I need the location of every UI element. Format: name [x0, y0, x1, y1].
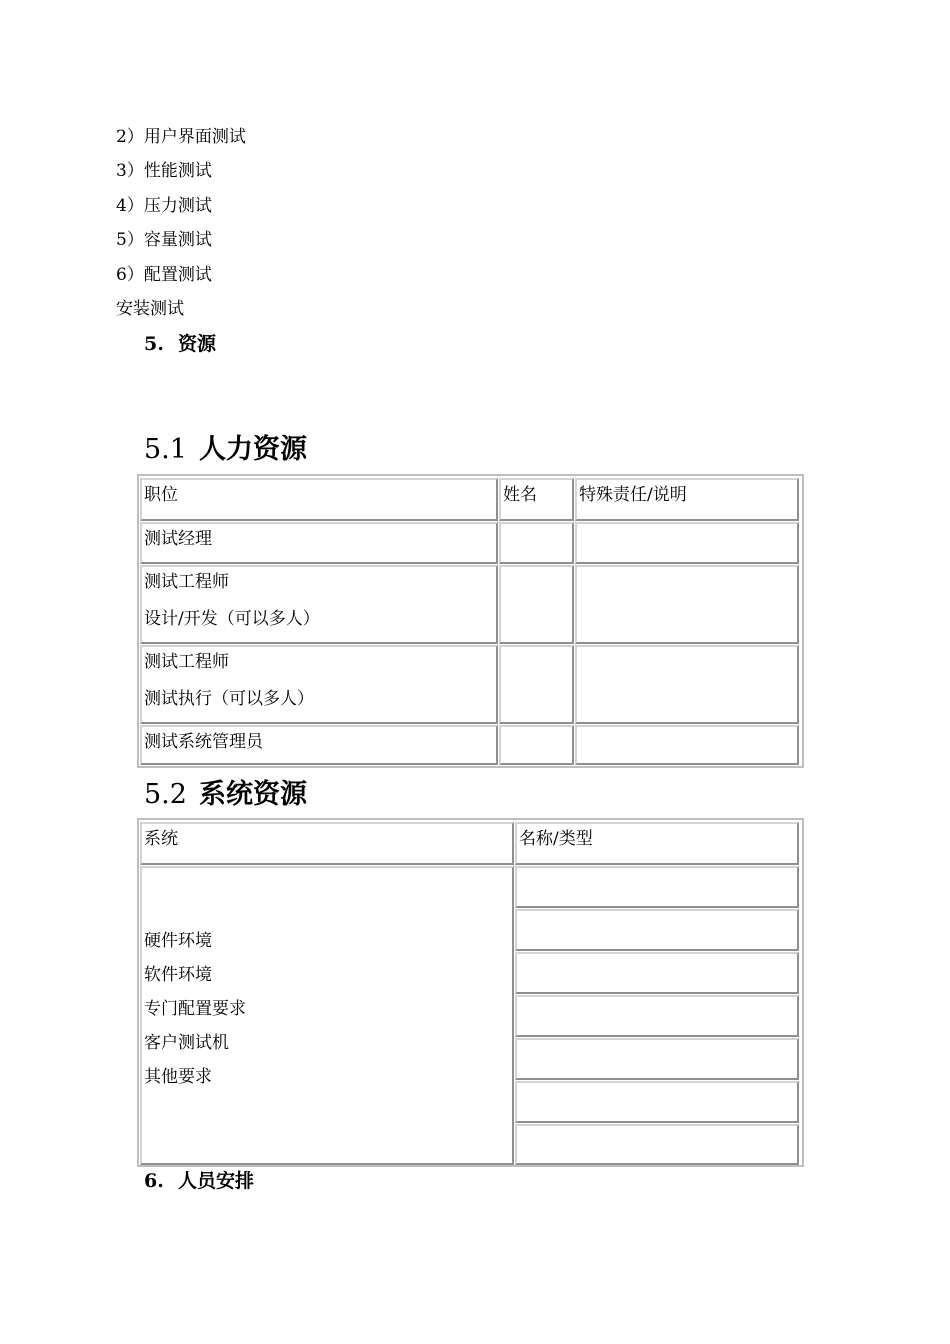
header-name-type: 名称/类型	[515, 822, 799, 865]
name-type-cell	[515, 909, 799, 951]
system-list-cell	[140, 866, 514, 1165]
name-type-cell	[515, 952, 799, 994]
header-position: 职位	[140, 478, 498, 521]
section-5-1-heading	[144, 435, 307, 465]
system-software: 软件环境	[144, 965, 212, 985]
position-note: 测试执行（可以多人）	[144, 689, 314, 709]
name-type-cell	[515, 1124, 799, 1165]
table-row-responsibility-cell	[575, 645, 799, 724]
table-row-position: 测试系统管理员	[140, 725, 498, 765]
table-row-name-cell	[499, 725, 574, 765]
position-note: 设计/开发（可以多人）	[144, 609, 320, 629]
section-6-heading	[144, 1170, 254, 1192]
system-client-machine: 客户测试机	[144, 1033, 229, 1053]
table-row-name-cell	[499, 565, 574, 644]
table-row-responsibility-cell	[575, 565, 799, 644]
header-responsibility: 特殊责任/说明	[575, 478, 799, 521]
list-item-config-test: 6）配置测试	[116, 265, 212, 285]
list-item-ui-test: 2）用户界面测试	[116, 127, 246, 147]
section-6-title: 人员安排	[178, 1170, 255, 1192]
system-special-config: 专门配置要求	[144, 999, 246, 1019]
section-5-number: 5.	[144, 333, 164, 355]
section-6-number: 6.	[144, 1170, 164, 1192]
section-5-2-title: 系统资源	[198, 779, 307, 810]
section-5-heading	[144, 333, 216, 355]
name-type-cell	[515, 866, 799, 908]
list-item-stress-test: 4）压力测试	[116, 196, 212, 216]
list-item-performance-test: 3）性能测试	[116, 161, 212, 181]
system-other: 其他要求	[144, 1067, 212, 1087]
table-row-name-cell	[499, 645, 574, 724]
section-5-2-number: 5.2	[144, 779, 187, 810]
section-5-title: 资源	[178, 333, 217, 355]
header-name: 姓名	[499, 478, 574, 521]
name-type-cell	[515, 1038, 799, 1080]
position-title: 测试工程师	[144, 652, 229, 672]
install-test: 安装测试	[116, 299, 184, 319]
name-type-cell	[515, 995, 799, 1037]
section-5-1-title: 人力资源	[198, 434, 307, 465]
table-row-position	[140, 565, 498, 644]
table-row-position: 测试经理	[140, 522, 498, 564]
table-row-responsibility-cell	[575, 522, 799, 564]
name-type-cell	[515, 1081, 799, 1123]
header-system: 系统	[140, 822, 514, 865]
human-resources-table	[137, 474, 804, 768]
list-item-capacity-test: 5）容量测试	[116, 230, 212, 250]
table-row-name-cell	[499, 522, 574, 564]
section-5-2-heading	[144, 780, 307, 810]
system-resources-table	[137, 818, 804, 1167]
table-row-position	[140, 645, 498, 724]
system-hardware: 硬件环境	[144, 931, 212, 951]
position-title: 测试工程师	[144, 572, 229, 592]
section-5-1-number: 5.1	[144, 434, 187, 465]
table-row-responsibility-cell	[575, 725, 799, 765]
